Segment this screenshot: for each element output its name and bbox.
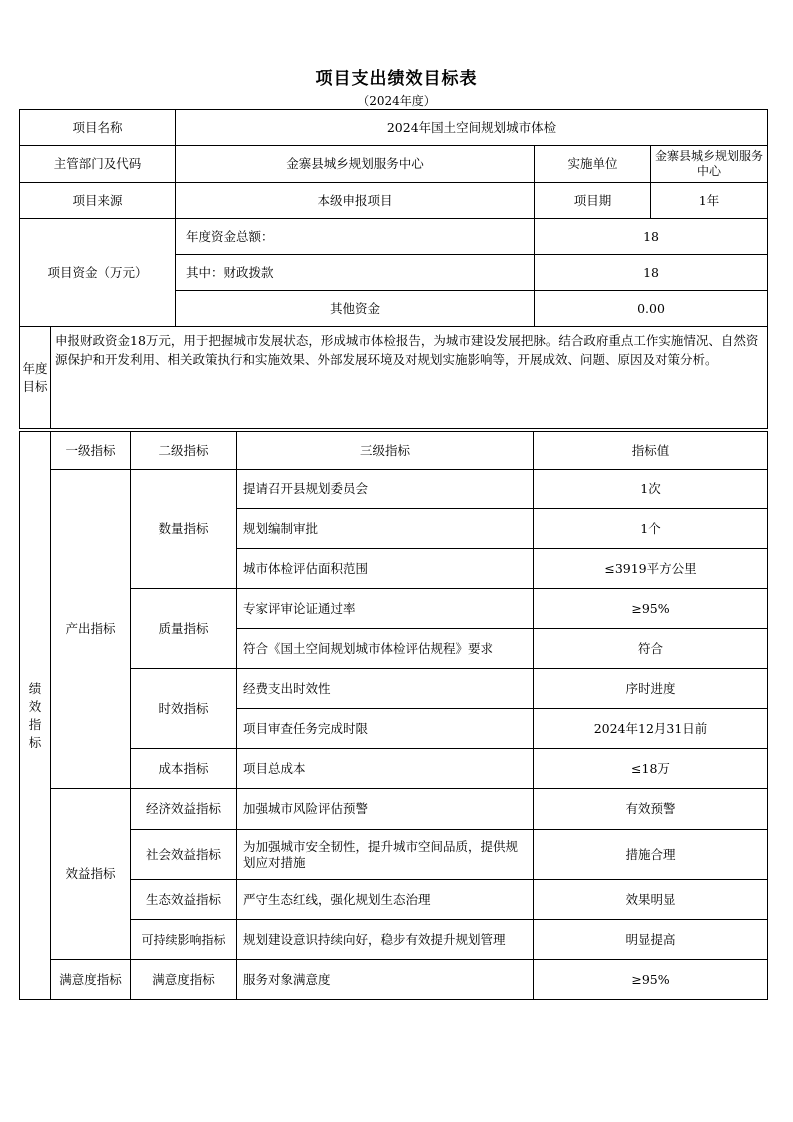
satisfaction-sub-label: 满意度指标: [131, 960, 237, 1000]
indicator-value: ≤18万: [534, 749, 768, 789]
indicator-value: 明显提高: [534, 920, 768, 960]
goal-text: 申报财政资金18万元，用于把握城市发展状态，形成城市体检报告，为城市建设发展把脉。结合政府重点工作实施情况、自然资源保护和开发利用、相关政策执行和实施效果、外部发展环境及对规划实施影响等，开展成效、问题、原因及对策分析。: [51, 327, 768, 429]
impl-unit-value: 金寨县城乡规划服务中心: [651, 146, 768, 183]
indicator-value: ≤3919平方公里: [534, 549, 768, 589]
funds-fiscal-label: 其中：财政拨款: [176, 255, 535, 291]
indicator-value: ≥95%: [534, 960, 768, 1000]
source-label: 项目来源: [20, 183, 176, 219]
header-value: 指标值: [534, 432, 768, 470]
funds-total-label: 年度资金总额：: [176, 219, 535, 255]
indicator-value: 2024年12月31日前: [534, 709, 768, 749]
indicator-value: 效果明显: [534, 880, 768, 920]
funds-total-value: 18: [535, 219, 768, 255]
header-level1: 一级指标: [51, 432, 131, 470]
header-level3: 三级指标: [237, 432, 534, 470]
goal-label: 年度目标: [20, 327, 51, 429]
economic-indicator-label: 经济效益指标: [131, 789, 237, 830]
funds-fiscal-value: 18: [535, 255, 768, 291]
indicator-value: 1个: [534, 509, 768, 549]
indicator-value: ≥95%: [534, 589, 768, 629]
project-name-label: 项目名称: [20, 110, 176, 146]
indicator-name: 服务对象满意度: [237, 960, 534, 1000]
source-value: 本级申报项目: [176, 183, 535, 219]
header-level2: 二级指标: [131, 432, 237, 470]
indicator-name: 提请召开县规划委员会: [237, 470, 534, 509]
indicator-table: [19, 431, 768, 1000]
indicator-name: 专家评审论证通过率: [237, 589, 534, 629]
indicator-name: 项目审查任务完成时限: [237, 709, 534, 749]
indicator-name: 符合《国土空间规划城市体检评估规程》要求: [237, 629, 534, 669]
indicator-name: 项目总成本: [237, 749, 534, 789]
sustainable-indicator-label: 可持续影响指标: [131, 920, 237, 960]
indicator-name: 加强城市风险评估预警: [237, 789, 534, 830]
indicator-name: 经费支出时效性: [237, 669, 534, 709]
funds-other-label: 其他资金: [176, 291, 535, 327]
output-indicator-label: 产出指标: [51, 470, 131, 789]
indicator-name: 为加强城市安全韧性，提升城市空间品质，提供规划应对措施: [237, 830, 534, 880]
dept-label: 主管部门及代码: [20, 146, 176, 183]
period-label: 项目期: [535, 183, 651, 219]
ecological-indicator-label: 生态效益指标: [131, 880, 237, 920]
indicator-value: 1次: [534, 470, 768, 509]
fiscal-year: （2024年度）: [357, 94, 436, 108]
indicator-name: 城市体检评估面积范围: [237, 549, 534, 589]
cost-indicator-label: 成本指标: [131, 749, 237, 789]
indicator-value: 序时进度: [534, 669, 768, 709]
quantity-indicator-label: 数量指标: [131, 470, 237, 589]
quality-indicator-label: 质量指标: [131, 589, 237, 669]
indicator-value: 措施合理: [534, 830, 768, 880]
indicator-name: 规划编制审批: [237, 509, 534, 549]
funds-other-value: 0.00: [535, 291, 768, 327]
indicator-section-label: 绩效指标: [20, 432, 51, 1000]
funds-label: 项目资金（万元）: [20, 219, 176, 327]
indicator-value: 符合: [534, 629, 768, 669]
project-name-value: 2024年国土空间规划城市体检: [176, 110, 768, 146]
project-info-table: [19, 109, 768, 429]
benefit-indicator-label: 效益指标: [51, 789, 131, 960]
dept-value: 金寨县城乡规划服务中心: [176, 146, 535, 183]
timeliness-indicator-label: 时效指标: [131, 669, 237, 749]
indicator-value: 有效预警: [534, 789, 768, 830]
page-title: 项目支出绩效目标表: [315, 69, 478, 89]
indicator-name: 规划建设意识持续向好，稳步有效提升规划管理: [237, 920, 534, 960]
indicator-name: 严守生态红线，强化规划生态治理: [237, 880, 534, 920]
period-value: 1年: [651, 183, 768, 219]
satisfaction-indicator-label: 满意度指标: [51, 960, 131, 1000]
impl-unit-label: 实施单位: [535, 146, 651, 183]
social-indicator-label: 社会效益指标: [131, 830, 237, 880]
